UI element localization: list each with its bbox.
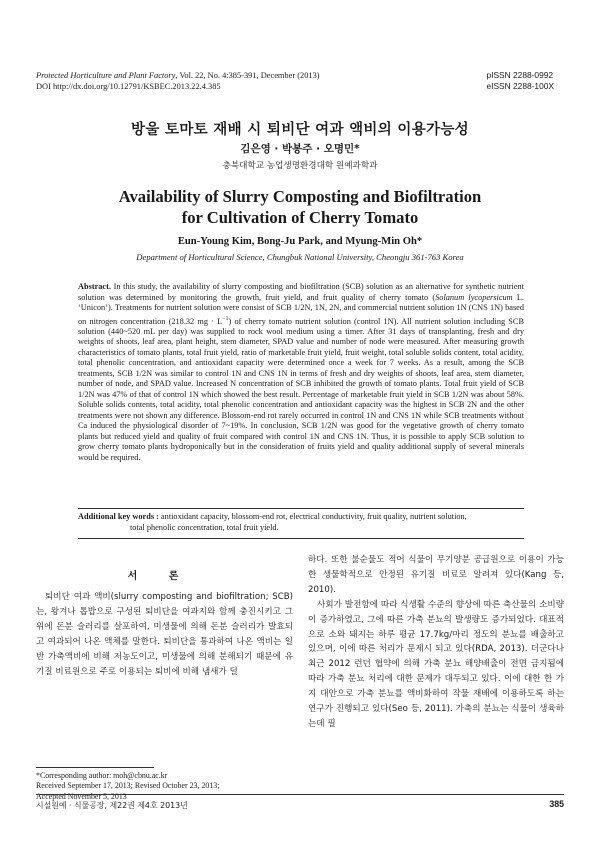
pissn: pISSN 2288-0992 [486,70,554,80]
keywords-top-rule [78,508,524,509]
abstract-text-1: In this study, the availability of slurry composting and biofiltration (SCB) solution as an alternative for synthetic nutrient solution was determined by monitoring the growth, fruit yield, and fruit quality of cherry tomato ( [78,282,524,302]
keywords-text-2: total phenolic concentration, total fruit yield. [130,522,279,532]
footer-journal: 시설원예 · 식물공장, 제22권 제4호 2013년 [36,801,188,810]
footnote [36,771,219,802]
body-paragraph: 퇴비단 여과 액비(slurry composting and biofiltration; SCB)는, 왕겨나 톱밥으로 구성된 퇴비단을 여과지와 함께 충진시키고 그 위에 돈분 슬러리를 살포하여, 미생물에 의해 돈분 슬러리가 발효되고 여과되어 나온 액체를 말한다. 퇴비단을 통과하여 나온 액비는 일반 가축액비에 비해 저농도이고, 미생물에 의해 분해되기 때문에 유기질 비료원으로 주로 이용되는 퇴비에 비해 냄새가 덜 [36,592,293,677]
keywords-bottom-rule [78,538,524,539]
english-title [0,186,600,228]
body-paragraph: 사회가 발전함에 따라 식생활 수준의 향상에 따른 축산물의 소비량이 증가하였고, 그에 따른 가축 분뇨의 발생량도 증가되었다. 대표적으로 소와 돼지는 하루 평균 17.7kg/마리 정도의 분뇨를 배출하고 있으며, 이에 따른 처리가 문제시 되고 있다(RDA, 2013). 더군다나 최근 2012 런던 협약에 의해 가축 분뇨 해양배출이 전면 금지됨에 따라 가축 분뇨 처리에 대한 문제가 대두되고 있다. 이에 대한 한 가지 대안으로 가축 분뇨를 액비화하여 작물 재배에 이용하도록 하는 연구가 진행되고 있다(Seo 등, 2011). 가축의 분뇨는 식물이 생육하는데 필 [308,599,564,729]
unit-superscript: −1 [222,315,229,322]
abstract-text-3: ) of cherry tomato nutrient solution (control 1N). All nutrient solution including SCB solution (440~520 mL per day) was supplied to rock wool medium using a timer. After 31 days of transplanting, fresh and dry weights of shoots, leaf area, plant height, stem diameter, SPAD value and number of node were measured. After measuring growth characteristics of tomato plants, total fruit yield, ratio of marketable fruit yield, fruit weight, total soluble solids content, total acidity, total phenolic concentration, and antioxidant capacity were determined once a week for 7 weeks. As a result, among the SCB treatments, SCB 1/2N was similar to control 1N and CNS 1N in terms of fresh and dry weights of shoots, leaf area, stem diameter, number of node, and SPAD value. Increased N concentration of SCB inhibited the growth of tomato plants. Total fruit yield of SCB 1/2N was 47% of that of control 1N which showed the best result. Percentage of marketable fruit yield in SCB 1/2N was about 58%. Soluble solids contents, total acidity, total phenolic concentration and antioxidant capacity was the highest in SCB 2N and the other treatments were not shown any difference. Blossom-end rot rarely occurred in control 1N and CNS 1N while SCB treatments without Ca induced the physiological disorder of 7~19%. In conclusion, SCB 1/2N was good for the vegetative growth of cherry tomato plants but reduced yield and quality of fruit compared with control 1N and CNS 1N. Thus, it is possible to apply SCB solution to grow cherry tomato plants hydroponically but in the consideration of fruits yield and quality additional supply of several minerals would be required. [78,316,524,462]
english-affiliation: Department of Horticultural Science, Chungbuk National University, Cheongju 361-763 Korea [136,252,464,262]
abstract-text-2: L. ‘Unicon’). Treatments for nutrient solution were consist of SCB 1/2N, 1N, 2N, and commercial nutrient solution 1N (CNS 1N) based on nitrogen concentration (218.32 mg · L [78,292,524,326]
korean-affiliation: 충북대학교 농업생명환경대학 원예과학과 [222,161,378,171]
section-title: 서 론 [127,571,193,582]
right-column [308,553,564,732]
page-number: 385 [549,799,564,809]
body-paragraph: 하다. 또한 불순물도 적어 식물이 무기양분 공급원으로 이용이 가능한 생물학적으로 안정된 유기질 비료로 알려져 있다(Kang 등, 2010). [308,555,564,595]
species-name: Solanum lycopersicum [435,292,513,302]
left-column [36,590,293,679]
journal-header [36,70,320,92]
english-title-line2: for Cultivation of Cherry Tomato [181,208,419,227]
keywords-text-1: antioxidant capacity, blossom-end rot, electrical conductivity, fruit quality, nutrient solution, [158,512,467,521]
received-date: Received September 17, 2013; Revised October 23, 2013; [36,781,220,791]
footer-rule [36,794,564,795]
english-title-line1: Availability of Slurry Composting and Biofiltration [118,187,482,206]
keywords-label: Additional key words : [78,512,159,521]
accepted-date: Accepted November 5, 2013 [36,791,127,801]
english-authors: Eun-Young Kim, Bong-Ju Park, and Myung-Min Oh* [177,236,423,247]
journal-name: Protected Horticulture and Plant Factory [36,71,176,80]
footnote-rule [36,767,154,768]
korean-title: 방울 토마토 재배 시 퇴비단 여과 액비의 이용가능성 [131,122,469,138]
corresponding-author: *Corresponding author: moh@cbnu.ac.kr [36,771,168,780]
issn-block [486,70,554,92]
journal-citation: , Vol. 22, No. 4:385-391, December (2013) [175,71,320,80]
abstract-label: Abstract. [78,282,111,291]
korean-authors: 김은영 · 박봉주 · 오명민* [240,143,360,155]
keywords-block [78,512,524,533]
abstract [78,282,524,463]
doi-link[interactable]: DOI http://dx.doi.org/10.12791/KSBEC.2013.22.4.385 [36,82,221,91]
eissn: eISSN 2288-100X [486,81,554,91]
